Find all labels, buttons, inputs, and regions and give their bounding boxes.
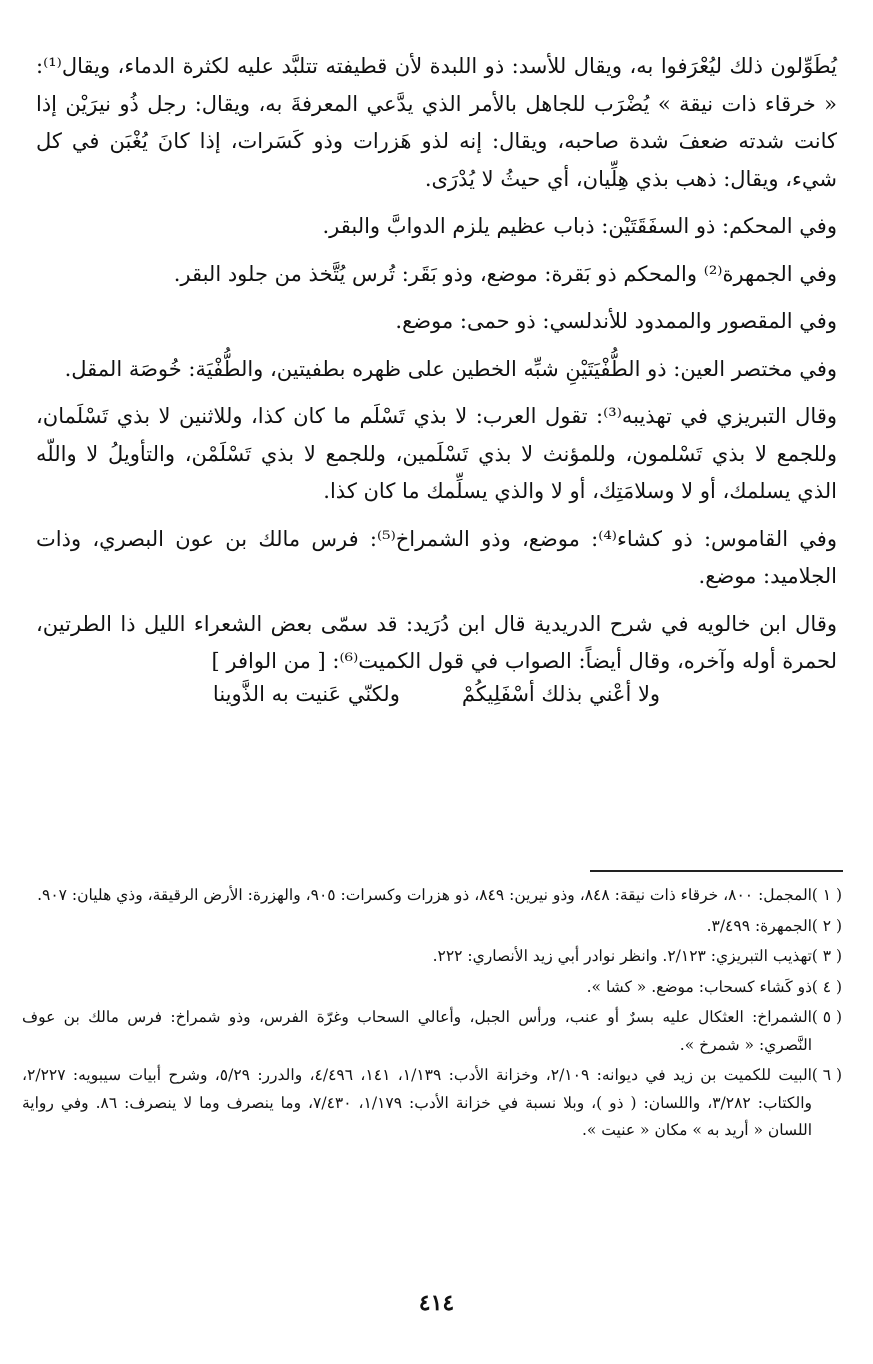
paragraph: وفي مختصر العين: ذو الطُّفْيَتَيْنِ شبِّه الخطين على ظهره بطفيتين، والطُّفْيَة: خُوصَة المقل. — [64, 356, 837, 381]
verse-second-hemistich: ولكنّي عَنيت به الذَّوينا — [212, 681, 400, 706]
footnote — [22, 1062, 842, 1145]
footnote-text: الجمهرة: ٣/٤٩٩. — [706, 916, 812, 935]
footnote-number: ( ١ ) — [811, 886, 842, 904]
footnote-text: الشمراخ: العثكال عليه بسرٌ أو عنب، ورأس الجبل، وأعالي السحاب وغرّة الفرس، وذو شمراخ: فرس مالك بن عوف النَّصري: « شمرخ ». — [22, 1008, 812, 1054]
footnote — [22, 1004, 842, 1059]
footnote — [22, 913, 842, 941]
paragraph: وقال التبريزي في تهذيبه⁽³⁾: تقول العرب: لا بذي تَسْلَم ما كان كذا، وللاثنين لا بذي تَسْلَمان، وللجمع لا بذي تَسْلمون، وللمؤنث لا بذي تَسْلَمين، وللجمع لا بذي تَسْلَمْن، والتأويلُ لا واللّه الذي يسلمك، أو لا وسلامَتِك، أو لا والذي يسلِّمك ما كان كذا. — [36, 404, 838, 503]
footnote-number: ( ٣ ) — [811, 947, 842, 965]
footnote — [22, 974, 842, 1002]
footnote-number: ( ٢ ) — [811, 916, 842, 935]
footnote — [22, 943, 842, 971]
footnote-text: تهذيب التبريزي: ٢/١٢٣. وانظر نوادر أبي زيد الأنصاري: ٢٢٢. — [432, 947, 812, 965]
paragraph: وفي المقصور والممدود للأندلسي: ذو حمى: موضع. — [395, 309, 837, 333]
footnote-separator — [590, 870, 843, 872]
main-text — [36, 48, 837, 711]
paragraph: وقال ابن خالويه في شرح الدريدية قال ابن دُرَيد: قد سمّى بعض الشعراء الليل ذا الطرتين، لحمرة أوله وآخره، وقال أيضاً: الصواب في قول الكميت⁽⁶⁾: [ من الوافر ] — [36, 611, 837, 673]
page-number: ٤١٤ — [418, 1290, 455, 1316]
footnote-text: البيت للكميت بن زيد في ديوانه: ٢/١٠٩، وخزانة الأدب: ١/١٣٩، ١٤١، ٤/٤٩٦، والدرر: ٥/٢٩، وشرح أبيات سيبويه: ٢/٢٢٧، والكتاب: ٣/٢٨٢، واللسان: ( ذو )، وبلا نسبة في خزانة الأدب: ١/١٧٩، ٧/٤٣٠، وما ينصرف وما لا ينصرف: ٨٦. وفي رواية اللسان « أريد به » مكان « عنيت ». — [22, 1066, 812, 1139]
paragraph: وفي المحكم: ذو السفَقَتَيْن: ذباب عظيم يلزم الدوابَّ والبقر. — [322, 214, 837, 238]
verse-first-hemistich: ولا أعْني بذلك أسْفَلِيكُمْ — [461, 681, 661, 706]
paragraph: وفي الجمهرة⁽²⁾ والمحكم ذو بَقرة: موضع، وذو بَقَر: تُرس يُتَّخذ من جلود البقر. — [173, 261, 837, 286]
footnote-text: المجمل: ٨٠٠، خرقاء ذات نيقة: ٨٤٨، وذو نيرين: ٨٤٩، ذو هزرات وكسرات: ٩٠٥، والهزرة: الأرض الرقيقة، وذي هليان: ٩٠٧. — [37, 886, 812, 904]
footnote-number: ( ٤ ) — [811, 977, 842, 996]
paragraph: يُطَوِّلون ذلك ليُعْرَفوا به، ويقال للأسد: ذو اللبدة لأن قطيفته تتلبَّد عليه لكثرة الدماء، ويقال⁽¹⁾: « خرقاء ذات نيقة » يُضْرَب للجاهل بالأمر الذي يدَّعي المعرفةَ به، ويقال: رجل ذُو نيرَيْن إذا كانت شدته ضعفَ شدة صاحبه، ويقال: إنه لذو هَزرات وذو كَسَرات، إذا كانَ يُغْبَن في كل شيء، ويقال: ذهب بذي هِلِّيان، أي حيثُ لا يُدْرَى. — [36, 54, 837, 191]
footnote-number: ( ٦ ) — [811, 1066, 842, 1084]
paragraph: وفي القاموس: ذو كشاء⁽⁴⁾: موضع، وذو الشمراخ⁽⁵⁾: فرس مالك بن عون البصري، وذات الجلاميد: موضع. — [36, 526, 837, 588]
footnote-number: ( ٥ ) — [811, 1008, 842, 1026]
footnote-text: ذو كَشاء كسحاب: موضع. « كشا ». — [586, 977, 812, 996]
footnote — [22, 882, 842, 910]
footnotes — [22, 882, 842, 1148]
poetry-verse — [36, 677, 837, 711]
